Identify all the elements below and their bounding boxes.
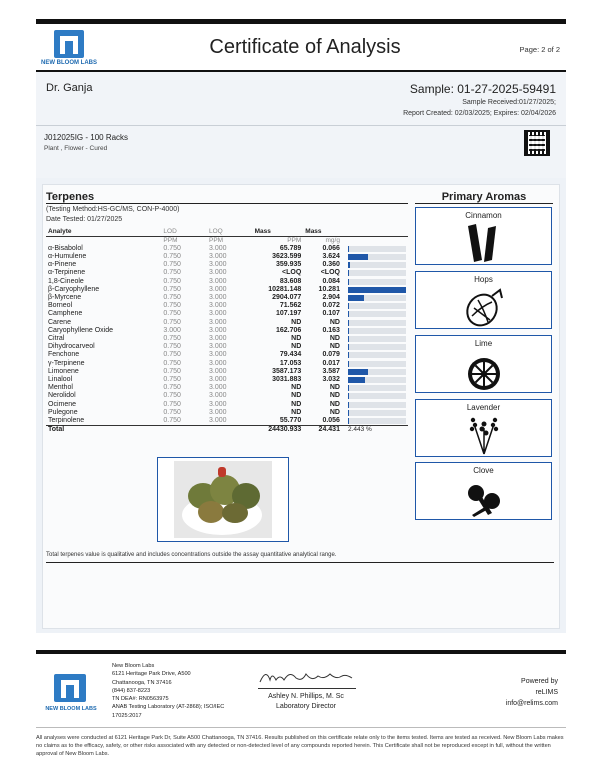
loq-value: 3.000 (209, 334, 227, 342)
lab-line: (844) 837-8223 (112, 687, 151, 694)
mass-bar-track (348, 352, 406, 358)
mass-ppm: ND (291, 318, 302, 326)
units-row (46, 236, 408, 245)
mass-ppm: 55.770 (279, 416, 302, 424)
mass-bar-track (348, 377, 406, 383)
mass-bar-baseline (348, 410, 349, 416)
mass-bar-fill (348, 352, 349, 358)
col-lod: LOD (161, 227, 207, 236)
mass-ppm: 65.789 (279, 244, 302, 252)
lod-value: 0.750 (163, 269, 181, 277)
mass-bar-cell (342, 417, 408, 426)
total-lod (161, 426, 207, 435)
lod-value: 0.750 (163, 293, 181, 301)
aroma-label: Lavender (466, 403, 501, 412)
mass-bar-cell (342, 319, 408, 327)
table-row (46, 384, 408, 392)
mass-ppm: 71.562 (279, 302, 302, 310)
loq-value: 3.000 (209, 252, 227, 260)
mass-bar-cell (342, 335, 408, 343)
powered-by-block (506, 676, 558, 709)
powered-by-label: Powered by (521, 678, 558, 685)
table-row (46, 392, 408, 400)
mass-mgg: 3.587 (322, 367, 340, 375)
mass-bar-cell (342, 286, 408, 294)
disclaimer: All analyses were conducted at 6121 Heritage Park Dr, Suite A500 Chattanooga, TN 37416. Results published on this certificate relate only to the items tested. Items are tested as received. New Bloom Labs makes no claims as to the efficacy, safety, or other risks associated with any detected or non-detected level of any compounds reported herein. This Certificate shall not be reproduced except in full, without the written approval of New Bloom Labs. (36, 727, 566, 758)
col-bar (342, 227, 408, 236)
lod-value: 3.000 (163, 326, 181, 334)
powered-by-name: reLIMS (535, 689, 558, 696)
mass-bar-fill (348, 418, 349, 424)
lod-value: 0.750 (163, 277, 181, 285)
aroma-card-clove (415, 462, 552, 520)
mass-bar-track (348, 393, 406, 399)
powered-by-email[interactable]: info@relims.com (505, 700, 558, 707)
mass-mgg: 0.084 (322, 277, 340, 285)
mass-bar-cell (342, 294, 408, 302)
lod-value: 0.750 (163, 400, 181, 408)
mass-bar-cell (342, 376, 408, 384)
mass-mgg: 2.904 (322, 293, 340, 301)
table-row (46, 310, 408, 318)
mass-ppm: 79.434 (279, 351, 302, 359)
mass-ppm: ND (291, 392, 302, 400)
table-row (46, 351, 408, 359)
mass-bar-fill (348, 246, 349, 252)
aromas-title: Primary Aromas (441, 191, 527, 203)
lab-line: New Bloom Labs (112, 663, 155, 669)
aroma-card-cinnamon (415, 207, 552, 265)
analyte-name: β-Caryophyllene (48, 285, 100, 293)
table-row (46, 368, 408, 376)
mass-bar-fill (348, 361, 349, 367)
mass-bar-track (348, 361, 406, 367)
signature-line (258, 688, 356, 689)
loq-value: 3.000 (209, 416, 227, 424)
mass-ppm: ND (291, 343, 302, 351)
lod-value: 0.750 (163, 252, 181, 260)
analyte-name: Carene (48, 318, 71, 326)
mass-bar-cell (342, 368, 408, 376)
aroma-label: Cinnamon (465, 211, 502, 220)
lod-value: 0.750 (163, 310, 181, 318)
mass-bar-fill (348, 287, 406, 293)
mass-ppm: 3623.599 (272, 252, 302, 260)
mass-ppm: 162.706 (275, 326, 302, 334)
analyte-name: Terpinolene (48, 416, 85, 424)
mass-mgg: 0.360 (322, 261, 340, 269)
signer-block (250, 692, 362, 712)
footer-logo-text: NEW BLOOM LABS (45, 706, 97, 712)
mass-bar-cell (342, 351, 408, 359)
unit-lod: PPM (163, 236, 178, 244)
mass-bar-track (348, 303, 406, 309)
analyte-name: Borneol (48, 302, 73, 310)
lod-value: 0.750 (163, 343, 181, 351)
analyte-name: α-Terpinene (48, 269, 86, 277)
table-row (46, 401, 408, 409)
analyte-name: Camphene (48, 310, 83, 318)
mass-bar-fill (348, 254, 368, 260)
lab-line: 6121 Heritage Park Drive, A500 (112, 671, 191, 678)
analyte-name: β-Myrcene (48, 293, 82, 301)
lod-value: 0.750 (163, 302, 181, 310)
analyte-name: γ-Terpinene (48, 359, 85, 367)
loq-value: 3.000 (209, 359, 227, 367)
mass-bar-track (348, 410, 406, 416)
lod-value: 0.750 (163, 318, 181, 326)
lab-line: 17025:2017 (112, 712, 142, 719)
table-row (46, 245, 408, 253)
unit-ppm: PPM (287, 236, 302, 244)
loq-value: 3.000 (209, 367, 227, 375)
footer-logo-mark-icon (54, 674, 86, 702)
lab-line: ANAB Testing Laboratory (AT-2868); ISO/IEC (112, 704, 225, 711)
testing-method: (Testing Method:HS-GC/MS, CON-P-4000) (46, 206, 180, 213)
analyte-name: Citral (48, 334, 65, 342)
col-mass-ppm: Mass (253, 227, 304, 236)
mass-ppm: <LOQ (282, 269, 302, 277)
total-label: Total (46, 426, 161, 435)
mass-bar-cell (342, 409, 408, 417)
total-ppm: 24430.933 (253, 426, 304, 435)
table-row (46, 319, 408, 327)
aromas-rule (415, 203, 553, 204)
mass-bar-baseline (348, 385, 349, 391)
mass-bar-fill (348, 311, 349, 317)
table-row (46, 286, 408, 294)
clove-icon (462, 477, 506, 519)
mass-bar-cell (342, 401, 408, 409)
col-analyte: Analyte (46, 227, 161, 236)
mass-mgg: 0.163 (322, 326, 340, 334)
lod-value: 0.750 (163, 375, 181, 383)
table-row (46, 360, 408, 368)
mass-bar-fill (348, 295, 364, 301)
mass-bar-cell (342, 261, 408, 269)
aroma-card-hops (415, 271, 552, 329)
loq-value: 3.000 (209, 326, 227, 334)
mass-bar-cell (342, 327, 408, 335)
mass-bar-track (348, 295, 406, 301)
mass-bar-track (348, 328, 406, 334)
mass-bar-fill (348, 377, 365, 383)
lab-address (112, 662, 224, 720)
aroma-card-lime (415, 335, 552, 393)
mass-mgg: 0.079 (322, 351, 340, 359)
unit-loq: PPM (209, 236, 224, 244)
date-tested: Date Tested: 01/27/2025 (46, 216, 123, 223)
mass-bar-fill (348, 328, 349, 334)
mass-bar-cell (342, 392, 408, 400)
lod-value: 0.750 (163, 334, 181, 342)
mass-ppm: ND (291, 384, 302, 392)
mass-mgg: 3.032 (322, 375, 340, 383)
total-percent: 2.443 % (342, 426, 408, 435)
lab-line: TN DEA#: RN0563975 (112, 696, 169, 703)
footer-top-rule (36, 650, 566, 654)
mass-mgg: 3.624 (322, 252, 340, 260)
table-row (46, 409, 408, 417)
mass-mgg: ND (329, 400, 340, 408)
lod-value: 0.750 (163, 392, 181, 400)
lod-value: 0.750 (163, 408, 181, 416)
mass-bar-fill (348, 303, 349, 309)
mass-mgg: ND (329, 408, 340, 416)
mass-bar-cell (342, 302, 408, 310)
mass-ppm: 3031.883 (272, 375, 302, 383)
terpenes-table (46, 227, 408, 434)
aroma-label: Lime (474, 339, 493, 348)
company-logo (36, 30, 102, 70)
table-row (46, 294, 408, 302)
loq-value: 3.000 (209, 375, 227, 383)
director-signature (256, 666, 356, 686)
lod-value: 0.750 (163, 367, 181, 375)
mass-ppm: ND (291, 408, 302, 416)
sample-received: Sample Received:01/27/2025; (462, 99, 556, 106)
analyte-name: α-Humulene (48, 252, 87, 260)
mass-bar-track (348, 279, 406, 285)
loq-value: 3.000 (209, 384, 227, 392)
mass-mgg: 0.072 (322, 302, 340, 310)
mass-bar-track (348, 270, 406, 276)
analyte-name: Dihydrocarveol (48, 343, 95, 351)
mass-bar-cell (342, 384, 408, 392)
mass-bar-track (348, 418, 406, 424)
qr-code-icon[interactable] (524, 130, 550, 156)
loq-value: 3.000 (209, 261, 227, 269)
mass-bar-cell (342, 343, 408, 351)
loq-value: 3.000 (209, 318, 227, 326)
lab-line: Chattanooga, TN 37416 (112, 679, 172, 686)
mass-bar-track (348, 369, 406, 375)
mass-bar-baseline (348, 320, 349, 326)
lod-value: 0.750 (163, 351, 181, 359)
mass-mgg: <LOQ (320, 269, 340, 277)
mass-bar-cell (342, 269, 408, 277)
analyte-name: Fenchone (48, 351, 80, 359)
table-row (46, 302, 408, 310)
aroma-card-lavender (415, 399, 552, 457)
mass-bar-fill (348, 279, 349, 285)
analyte-name: Nerolidol (48, 392, 76, 400)
document-title: Certificate of Analysis (209, 36, 401, 58)
logo-text: NEW BLOOM LABS (41, 60, 97, 66)
mass-bar-track (348, 287, 406, 293)
mass-bar-cell (342, 360, 408, 368)
mass-mgg: ND (329, 343, 340, 351)
mass-bar-baseline (348, 336, 349, 342)
analyte-name: Pulegone (48, 408, 78, 416)
aroma-label: Hops (474, 275, 493, 284)
mass-ppm: 83.608 (279, 277, 302, 285)
loq-value: 3.000 (209, 244, 227, 252)
batch-name: J012025IG - 100 Racks (44, 133, 129, 142)
analyte-name: α-Pinene (48, 261, 77, 269)
mass-bar-track (348, 246, 406, 252)
mass-bar-baseline (348, 270, 349, 276)
mass-ppm: 10281.148 (268, 285, 302, 293)
mass-bar-baseline (348, 402, 349, 408)
mass-mgg: ND (329, 334, 340, 342)
mass-bar-track (348, 320, 406, 326)
table-row (46, 327, 408, 335)
terpenes-rule (46, 203, 408, 204)
report-created: Report Created: 02/03/2025; Expires: 02/04/2026 (403, 110, 556, 117)
table-row (46, 261, 408, 269)
table-header-row (46, 227, 408, 236)
lavender-icon (462, 414, 506, 456)
footer-logo (40, 674, 102, 714)
mass-ppm: 107.197 (275, 310, 302, 318)
terpenes-title: Terpenes (46, 191, 95, 203)
col-loq: LOQ (207, 227, 253, 236)
loq-value: 3.000 (209, 400, 227, 408)
mass-bar-track (348, 262, 406, 268)
table-row (46, 269, 408, 277)
total-mgg: 24.431 (303, 426, 342, 435)
header-top-rule (36, 19, 566, 24)
table-row (46, 335, 408, 343)
analyte-name: Limonene (48, 367, 79, 375)
lod-value: 0.750 (163, 416, 181, 424)
total-loq (207, 426, 253, 435)
mass-ppm: ND (291, 334, 302, 342)
cinnamon-icon (462, 222, 506, 264)
mass-bar-baseline (348, 344, 349, 350)
mass-bar-cell (342, 278, 408, 286)
mass-bar-track (348, 336, 406, 342)
mass-ppm: ND (291, 400, 302, 408)
mass-bar-cell (342, 245, 408, 253)
analyte-name: Linalool (48, 375, 73, 383)
loq-value: 3.000 (209, 351, 227, 359)
table-row (46, 278, 408, 286)
sample-photo-frame (157, 457, 289, 542)
mass-mgg: 0.017 (322, 359, 340, 367)
unit-analyte (46, 236, 161, 245)
table-row (46, 253, 408, 261)
lod-value: 0.750 (163, 261, 181, 269)
total-row (46, 426, 408, 435)
loq-value: 3.000 (209, 302, 227, 310)
table-row (46, 376, 408, 384)
loq-value: 3.000 (209, 392, 227, 400)
client-name: Dr. Ganja (46, 82, 93, 94)
lod-value: 0.750 (163, 244, 181, 252)
lime-icon (462, 350, 506, 392)
mass-bar-track (348, 311, 406, 317)
footnote-rule (46, 562, 554, 563)
mass-ppm: 2904.077 (272, 293, 302, 301)
loq-value: 3.000 (209, 293, 227, 301)
signer-title: Laboratory Director (276, 703, 336, 710)
loq-value: 3.000 (209, 277, 227, 285)
mass-mgg: 0.056 (322, 416, 340, 424)
loq-value: 3.000 (209, 343, 227, 351)
mass-bar-track (348, 385, 406, 391)
mass-bar-track (348, 344, 406, 350)
loq-value: 3.000 (209, 310, 227, 318)
analyte-name: Ocimene (48, 400, 77, 408)
lod-value: 0.750 (163, 285, 181, 293)
mass-mgg: 0.066 (322, 244, 340, 252)
mass-ppm: 3587.173 (272, 367, 302, 375)
mass-mgg: ND (329, 318, 340, 326)
mass-bar-track (348, 402, 406, 408)
mass-bar-cell (342, 310, 408, 318)
analyte-name: α-Bisabolol (48, 244, 83, 252)
lod-value: 0.750 (163, 359, 181, 367)
table-row (46, 343, 408, 351)
analyte-name: 1,8-Cineole (48, 277, 84, 285)
signer-name: Ashley N. Phillips, M. Sc (268, 693, 344, 700)
logo-mark-icon (54, 30, 84, 58)
sample-matrix: Plant , Flower - Cured (44, 145, 108, 152)
mass-bar-fill (348, 369, 368, 375)
hops-icon (462, 286, 506, 328)
mass-ppm: 359.935 (275, 261, 302, 269)
client-divider (36, 125, 566, 126)
sample-dates (403, 97, 556, 119)
terpenes-footnote: Total terpenes value is qualitative and includes concentrations outside the assay quantitative analytical range. (46, 552, 337, 558)
mass-bar-fill (348, 262, 350, 268)
sample-photo (174, 461, 272, 538)
mass-ppm: 17.053 (279, 359, 302, 367)
mass-bar-baseline (348, 393, 349, 399)
mass-bar-track (348, 254, 406, 260)
table-row (46, 417, 408, 426)
col-mass-mgg: Mass (303, 227, 342, 236)
unit-mgg: mg/g (325, 236, 340, 244)
aroma-label: Clove (473, 466, 494, 475)
mass-mgg: ND (329, 392, 340, 400)
mass-mgg: 0.107 (322, 310, 340, 318)
page-number: Page: 2 of 2 (519, 45, 560, 54)
analyte-name: Caryophyllene Oxide (48, 326, 113, 334)
loq-value: 3.000 (209, 269, 227, 277)
loq-value: 3.000 (209, 408, 227, 416)
analyte-name: Menthol (48, 384, 73, 392)
loq-value: 3.000 (209, 285, 227, 293)
mass-mgg: 10.281 (318, 285, 340, 293)
mass-bar-cell (342, 253, 408, 261)
sample-id: Sample: 01-27-2025-59491 (409, 82, 556, 96)
mass-mgg: ND (329, 384, 340, 392)
lod-value: 0.750 (163, 384, 181, 392)
